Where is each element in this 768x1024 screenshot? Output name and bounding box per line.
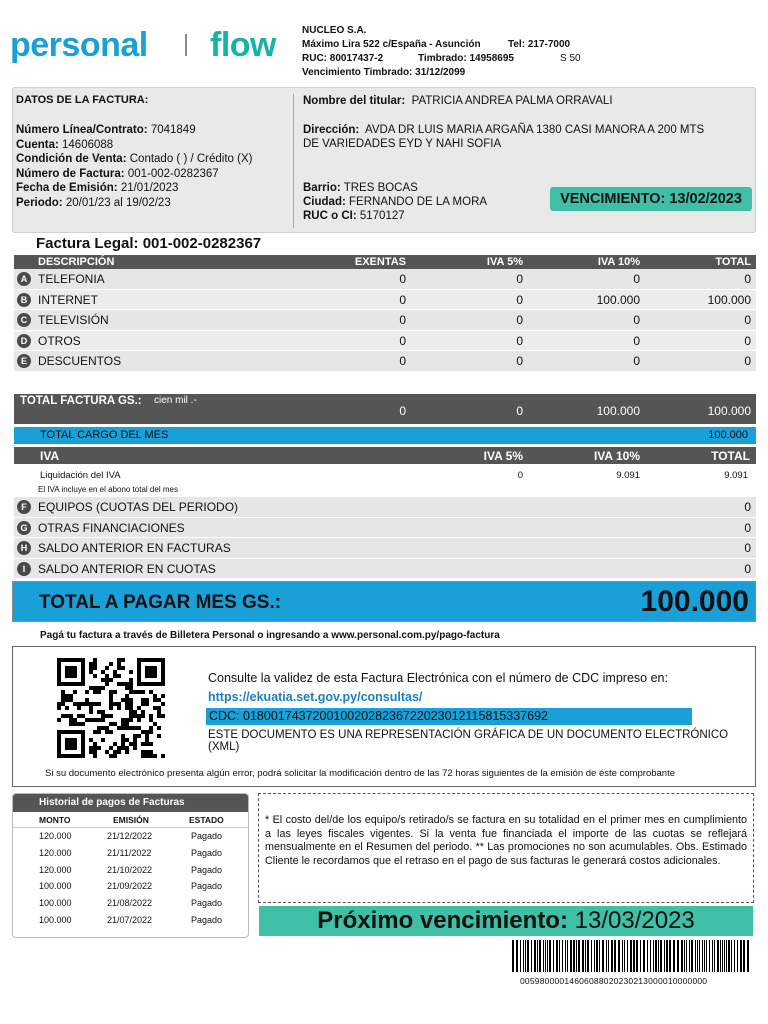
invoice-section-title: DATOS DE LA FACTURA: xyxy=(16,94,149,106)
periodo-value: 20/01/23 al 19/02/23 xyxy=(65,196,171,209)
row-exentas: 0 xyxy=(399,333,406,348)
condicion-value: Contado ( ) / Crédito (X) xyxy=(129,153,253,165)
row-exentas: 0 xyxy=(399,292,406,307)
header-iva5: IVA 5% xyxy=(486,256,523,268)
row-iva10: 100.000 xyxy=(596,292,640,307)
table-row-empty xyxy=(14,372,756,394)
history-estado: Pagado xyxy=(191,914,223,925)
total-factura-row xyxy=(14,394,756,424)
history-col-estado: ESTADO xyxy=(189,815,224,825)
numero-label: Número de Factura: xyxy=(16,167,125,180)
header-iva10: IVA 10% xyxy=(597,256,640,268)
company-ruc: RUC: 80017437-2 xyxy=(302,53,384,64)
total-a-pagar-label: TOTAL A PAGAR MES GS.: xyxy=(39,592,282,613)
total-factura-words: cien mil .- xyxy=(154,395,197,406)
proximo-vencimiento xyxy=(259,906,753,936)
periodo-label: Periodo: xyxy=(16,196,63,209)
table-row xyxy=(14,310,756,331)
fecha-value: 21/01/2023 xyxy=(120,182,179,194)
invoice-data-box xyxy=(12,87,756,233)
ruc-label: RUC o CI: xyxy=(303,210,357,222)
invoice-data-left xyxy=(16,94,286,210)
row-total: 0 xyxy=(744,354,751,369)
history-columns xyxy=(13,812,248,828)
history-title: Historial de pagos de Facturas xyxy=(13,794,248,812)
direccion-value: AVDA DR LUIS MARIA ARGAÑA 1380 CASI MANORA A 200 MTS xyxy=(365,124,705,136)
row-exentas: 0 xyxy=(399,313,406,328)
history-monto: 120.000 xyxy=(39,847,72,858)
logo-separator xyxy=(185,34,187,56)
cdc-instructions: Consulte la validez de esta Factura Electrónica con el número de CDC impreso en: xyxy=(208,671,668,685)
proximo-date: 13/03/2023 xyxy=(574,907,695,934)
history-emision: 21/08/2022 xyxy=(107,898,153,909)
row-total: 0 xyxy=(744,520,751,535)
history-emision: 21/09/2022 xyxy=(107,881,153,892)
row-desc: INTERNET xyxy=(38,292,98,307)
linea-value: 7041849 xyxy=(150,124,196,136)
history-estado: Pagado xyxy=(191,898,223,909)
data-divider xyxy=(293,94,294,228)
personal-logo: personal xyxy=(10,26,148,64)
ruc-value: 5170127 xyxy=(359,210,405,222)
row-iva5: 0 xyxy=(516,313,523,328)
row-desc: SALDO ANTERIOR EN FACTURAS xyxy=(38,541,231,556)
row-letter-badge: F xyxy=(17,500,31,514)
row-total: 0 xyxy=(744,541,751,556)
iva-row-5: 0 xyxy=(517,470,523,481)
row-letter-badge: G xyxy=(17,521,31,535)
total-a-pagar-value: 100.000 xyxy=(640,585,749,618)
total-cargo-label: TOTAL CARGO DEL MES xyxy=(40,429,169,441)
history-monto: 100.000 xyxy=(39,898,72,909)
row-total: 100.000 xyxy=(707,292,751,307)
row-desc: SALDO ANTERIOR EN CUOTAS xyxy=(38,561,216,576)
history-row xyxy=(13,845,248,862)
history-row xyxy=(13,828,248,845)
row-desc: TELEVISIÓN xyxy=(38,313,109,328)
iva-row-total: 9.091 xyxy=(724,470,748,481)
ciudad-label: Ciudad: xyxy=(303,196,346,208)
history-row xyxy=(13,912,248,929)
proximo-label: Próximo vencimiento: xyxy=(317,907,568,934)
history-row xyxy=(13,862,248,879)
linea-label: Número Línea/Contrato: xyxy=(16,124,148,136)
pay-note-text: Pagá tu factura a través de Billetera Personal o ingresando a xyxy=(40,630,332,641)
total-factura-exentas: 0 xyxy=(399,404,406,418)
header-exentas: EXENTAS xyxy=(354,256,406,268)
row-desc: OTROS xyxy=(38,333,81,348)
nombre-value: PATRICIA ANDREA PALMA ORRAVALI xyxy=(411,95,613,107)
cuenta-value: 14606088 xyxy=(62,138,114,151)
row-iva5: 0 xyxy=(516,272,523,286)
row-total: 0 xyxy=(744,333,751,348)
vencimiento-badge: VENCIMIENTO: 13/02/2023 xyxy=(550,187,752,211)
company-name: NUCLEO S.A. xyxy=(302,25,367,36)
condicion-label: Condición de Venta: xyxy=(16,153,127,165)
history-col-emision: EMISIÓN xyxy=(113,815,149,825)
notes-box: * El costo del/de los equipo/s retirado/s se factura en su totalidad en el primer mes en cumplimiento a las leyes fiscales vigentes. Si la venta fue financiada el importe de las cuotas se reflejará mensualmente en el Resumen del periodo. ** Las promociones no son acumulables. Obs. Estimado Cliente le recordamos que el retraso en el pago de sus facturas le generará costos adicionales. xyxy=(258,793,754,903)
table-row xyxy=(14,351,756,372)
iva-header xyxy=(14,447,756,464)
row-total: 0 xyxy=(744,500,751,514)
cuenta-label: Cuenta: xyxy=(16,138,59,151)
company-tel: Tel: 217-7000 xyxy=(508,39,571,50)
row-iva10: 0 xyxy=(633,333,640,348)
barcode xyxy=(512,940,752,972)
total-factura-iva5: 0 xyxy=(516,404,523,418)
history-emision: 21/07/2022 xyxy=(107,914,153,925)
cdc-footer: Si su documento electrónico presenta algún error, podrá solicitar la modificación dentro de las 72 horas siguientes de la emisión de éste comprobante xyxy=(45,768,676,779)
row-letter-badge: C xyxy=(17,313,31,327)
cdc-representation: ESTE DOCUMENTO ES UNA REPRESENTACIÓN GRÁFICA DE UN DOCUMENTO ELECTRÓNICO (XML) xyxy=(208,729,729,753)
cdc-code: CDC: 01800174372001002028236722023012115815337692 xyxy=(206,708,692,725)
ciudad-value: FERNANDO DE LA MORA xyxy=(349,196,488,208)
company-vencimiento-timbrado: Vencimiento Timbrado: 31/12/2099 xyxy=(302,67,466,78)
row-iva5: 0 xyxy=(516,354,523,369)
total-factura-total: 100.000 xyxy=(707,404,751,418)
table-row xyxy=(14,290,756,311)
barcode-number: 00598000014606088020230213000010000000 xyxy=(520,976,708,986)
direccion-value-2: DE VARIEDADES EYD Y NAHI SOFIA xyxy=(303,138,502,150)
payment-history xyxy=(12,793,249,938)
history-col-monto: MONTO xyxy=(39,815,71,825)
history-row xyxy=(13,895,248,912)
company-address: Máximo Lira 522 c/España - Asunción xyxy=(302,39,481,50)
iva-row xyxy=(14,466,756,496)
history-estado: Pagado xyxy=(191,847,223,858)
company-s: S 50 xyxy=(560,53,581,64)
extra-rows xyxy=(14,497,756,579)
total-cargo-value: 100.000 xyxy=(708,429,748,441)
history-monto: 120.000 xyxy=(39,831,72,841)
table-row xyxy=(14,538,756,559)
row-letter-badge: H xyxy=(17,541,31,555)
row-letter-badge: I xyxy=(17,562,31,576)
row-desc: TELEFONIA xyxy=(38,272,105,286)
iva-title: IVA xyxy=(40,449,60,463)
pay-note xyxy=(40,630,500,641)
pay-note-link[interactable]: www.personal.com.py/pago-factura xyxy=(331,630,500,641)
row-desc: EQUIPOS (CUOTAS DEL PERIODO) xyxy=(38,500,239,514)
table-row xyxy=(14,559,756,580)
total-factura-label: TOTAL FACTURA GS.: xyxy=(20,395,142,407)
table-row xyxy=(14,269,756,290)
row-total: 0 xyxy=(744,272,751,286)
barrio-value: TRES BOCAS xyxy=(343,182,418,194)
iva-header-10: IVA 10% xyxy=(593,449,640,463)
iva-note: El IVA incluye en el abono total del mes xyxy=(38,485,178,494)
numero-value: 001-002-0282367 xyxy=(127,167,219,180)
row-total: 0 xyxy=(744,313,751,328)
row-letter-badge: A xyxy=(17,272,31,286)
table-row xyxy=(14,331,756,352)
row-exentas: 0 xyxy=(399,272,406,286)
table-row xyxy=(14,518,756,539)
table-row xyxy=(14,497,756,518)
legal-title: Factura Legal: 001-002-0282367 xyxy=(36,235,262,252)
company-info xyxy=(302,24,581,80)
row-iva10: 0 xyxy=(633,354,640,369)
iva-row-label: Liquidación del IVA xyxy=(40,470,121,481)
table-header xyxy=(14,255,756,269)
history-emision: 21/12/2022 xyxy=(107,831,153,841)
history-emision: 21/11/2022 xyxy=(107,847,152,858)
cdc-link[interactable]: https://ekuatia.set.gov.py/consultas/ xyxy=(208,690,423,704)
row-letter-badge: B xyxy=(17,293,31,307)
history-emision: 21/10/2022 xyxy=(107,864,153,875)
row-iva10: 0 xyxy=(633,313,640,328)
history-monto: 120.000 xyxy=(39,864,72,875)
qr-code xyxy=(57,658,165,758)
history-estado: Pagado xyxy=(191,881,223,892)
header-total: TOTAL xyxy=(715,256,751,268)
row-total: 0 xyxy=(744,561,751,576)
row-iva10: 0 xyxy=(633,272,640,286)
history-row xyxy=(13,878,248,895)
cdc-box xyxy=(12,646,756,787)
direccion-label: Dirección: xyxy=(303,124,360,136)
history-monto: 100.000 xyxy=(39,914,72,925)
barrio-label: Barrio: xyxy=(303,182,341,194)
row-exentas: 0 xyxy=(399,354,406,369)
row-iva5: 0 xyxy=(516,333,523,348)
nombre-label: Nombre del titular: xyxy=(303,95,406,107)
iva-row-10: 9.091 xyxy=(616,470,640,481)
history-estado: Pagado xyxy=(191,831,223,841)
row-letter-badge: E xyxy=(17,354,31,368)
iva-header-5: IVA 5% xyxy=(483,449,523,463)
total-cargo-row xyxy=(14,427,756,444)
history-estado: Pagado xyxy=(191,864,223,875)
row-desc: OTRAS FINANCIACIONES xyxy=(38,520,185,535)
iva-header-total: TOTAL xyxy=(711,449,750,463)
charges-table xyxy=(14,255,756,394)
row-letter-badge: D xyxy=(17,334,31,348)
row-desc: DESCUENTOS xyxy=(38,354,122,369)
flow-logo: flow xyxy=(210,26,276,64)
history-monto: 100.000 xyxy=(39,881,72,892)
total-factura-iva10: 100.000 xyxy=(596,404,640,418)
fecha-label: Fecha de Emisión: xyxy=(16,182,118,194)
row-iva5: 0 xyxy=(516,292,523,307)
total-a-pagar xyxy=(12,581,756,622)
header-desc: DESCRIPCIÓN xyxy=(38,256,115,268)
company-timbrado: Timbrado: 14958695 xyxy=(418,53,514,64)
